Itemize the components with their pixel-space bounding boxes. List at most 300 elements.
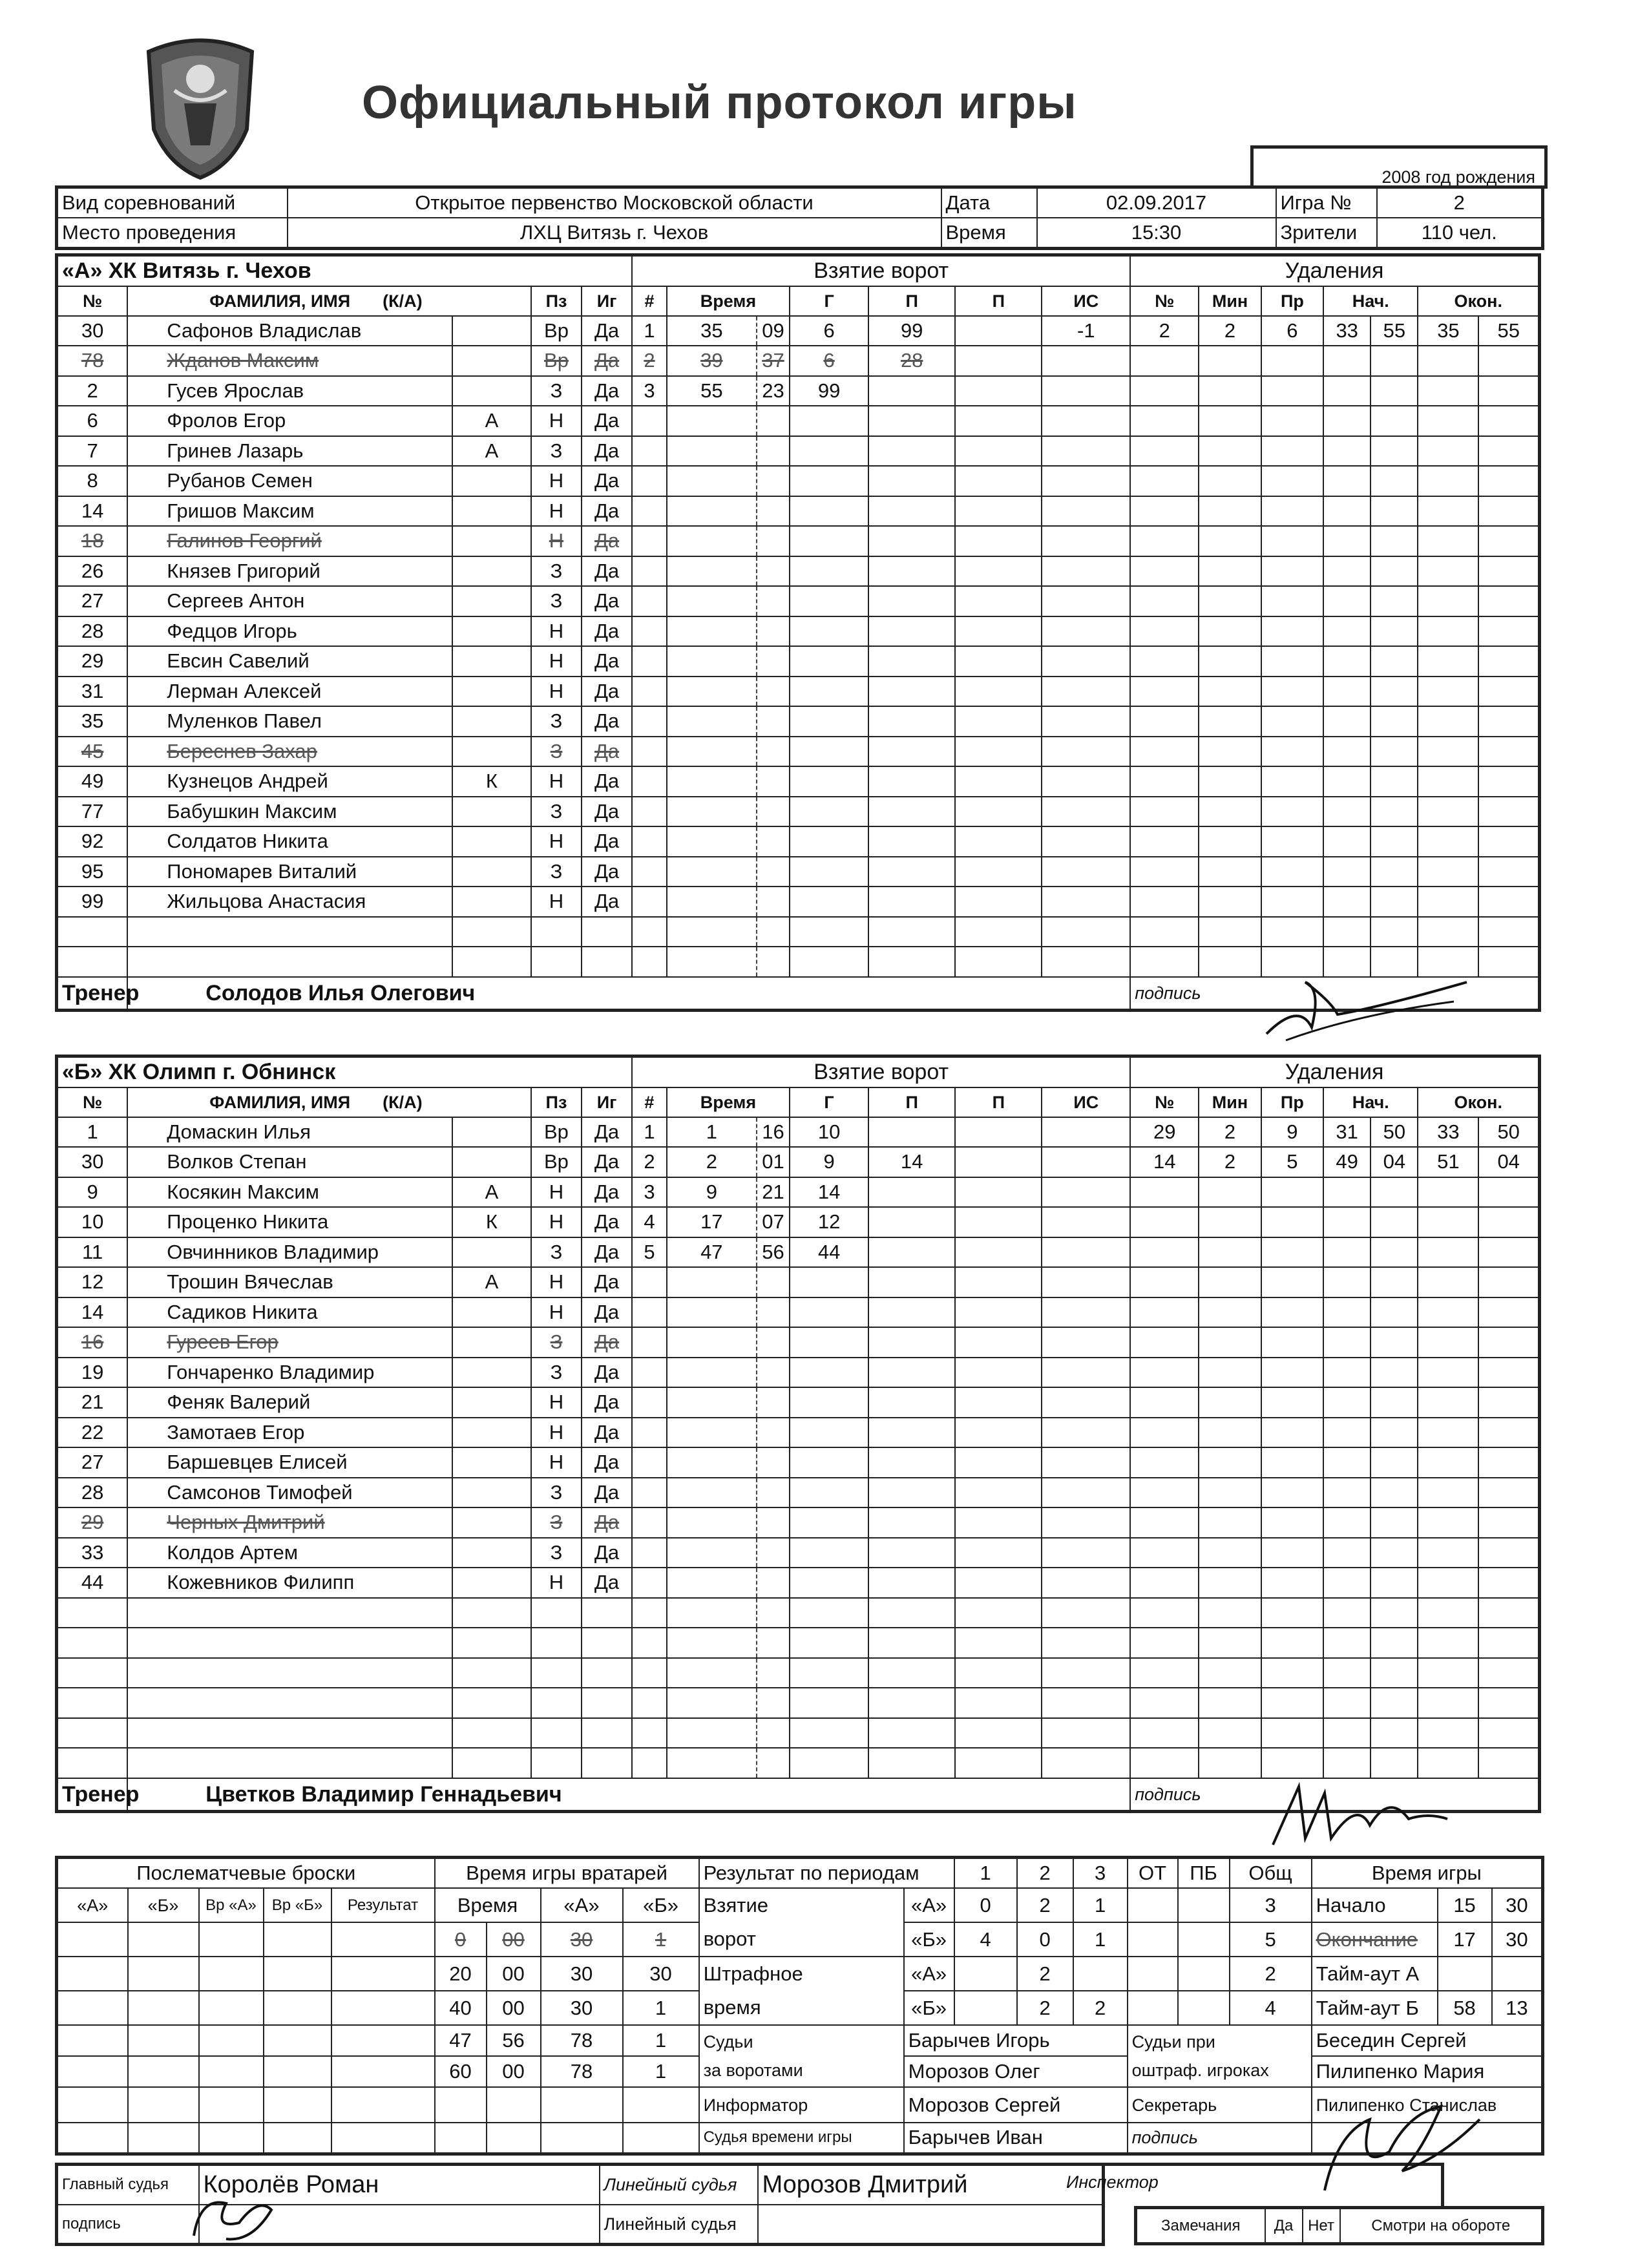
- team-b-col-is: ИС: [1042, 1087, 1130, 1117]
- penalty-start-sec: 04: [1371, 1147, 1418, 1177]
- player-number: 45: [57, 737, 128, 767]
- player-role: [452, 1358, 531, 1388]
- player-number: 35: [57, 706, 128, 737]
- goal-assist-1: [868, 1177, 955, 1208]
- player-name: Баршевцев Елисей: [127, 1447, 452, 1478]
- player-position: [531, 947, 582, 977]
- team-a-player-row: [57, 496, 1540, 527]
- player-played: Да: [582, 376, 632, 406]
- player-position: З: [531, 857, 582, 887]
- goal-minute: 47: [667, 1237, 757, 1268]
- goals-a-pb: [1178, 1888, 1230, 1922]
- team-a-col-end: Окон.: [1418, 286, 1539, 316]
- goals-team-b-label: «Б»: [904, 1922, 954, 1957]
- goal-scorer: 12: [790, 1207, 868, 1237]
- goal-judges-label: Судьи за воротами: [699, 2025, 904, 2087]
- penalty-minutes: 2: [1199, 1117, 1261, 1148]
- player-played: Да: [582, 556, 632, 587]
- player-position: З: [531, 556, 582, 587]
- team-b-player-row: [57, 1538, 1540, 1568]
- player-number: 78: [57, 346, 128, 376]
- player-role: [452, 737, 531, 767]
- player-role: [452, 556, 531, 587]
- main-referee-signature-label: подпись: [57, 2205, 199, 2245]
- period-header-total: Общ: [1230, 1858, 1312, 1889]
- player-role: [452, 1718, 531, 1748]
- team-b-col-min: Мин: [1199, 1087, 1261, 1117]
- player-position: [531, 1718, 582, 1748]
- player-role: [452, 1748, 531, 1778]
- player-position: З: [531, 1478, 582, 1508]
- player-position: Н: [531, 1447, 582, 1478]
- player-number: [57, 1688, 128, 1718]
- goalie-row-3-a: 30: [541, 1991, 623, 2025]
- player-role: А: [452, 406, 531, 436]
- player-role: [452, 646, 531, 677]
- period-header-ot: ОТ: [1128, 1858, 1178, 1889]
- player-number: 8: [57, 466, 128, 496]
- main-referee-signature: [187, 2184, 284, 2249]
- player-role: [452, 1568, 531, 1598]
- spectators-value: 110 чел.: [1377, 218, 1543, 249]
- timeout-b-m: 58: [1438, 1991, 1492, 2025]
- player-played: [582, 1628, 632, 1658]
- player-number: [57, 1658, 128, 1688]
- player-name: Сафонов Владислав: [127, 316, 452, 346]
- goalie-row-5-ss: 00: [487, 2056, 541, 2087]
- player-position: З: [531, 1538, 582, 1568]
- team-b-col-pr: Пр: [1261, 1087, 1323, 1117]
- player-name: [127, 947, 452, 977]
- player-number: 18: [57, 526, 128, 556]
- shootout-col-b: «Б»: [128, 1888, 199, 1922]
- player-number: [57, 1748, 128, 1778]
- team-b-player-row: [57, 1297, 1540, 1328]
- player-number: 19: [57, 1358, 128, 1388]
- player-role: [452, 1418, 531, 1448]
- secretary-value: Пилипенко Станислав: [1312, 2087, 1543, 2123]
- player-number: 95: [57, 857, 128, 887]
- goal-situation: -1: [1042, 316, 1130, 346]
- goal-minute: 9: [667, 1177, 757, 1208]
- player-role: К: [452, 766, 531, 797]
- pim-a-ot: [1128, 1957, 1178, 1991]
- player-role: [452, 826, 531, 857]
- player-name: Овчинников Владимир: [127, 1237, 452, 1268]
- player-number: 44: [57, 1568, 128, 1598]
- goal-number: 3: [632, 376, 667, 406]
- venue-value: ЛХЦ Витязь г. Чехов: [288, 218, 941, 249]
- goal-judge-1: Барычев Игорь: [904, 2025, 1128, 2056]
- player-position: З: [531, 737, 582, 767]
- player-played: Да: [582, 1177, 632, 1208]
- player-name: Федцов Игорь: [127, 616, 452, 647]
- pim-b-p3: 2: [1073, 1991, 1128, 2025]
- player-name: Садиков Никита: [127, 1297, 452, 1328]
- linesman-2-value: [758, 2205, 1104, 2245]
- coach-b-signature: [1260, 1774, 1454, 1858]
- player-number: 21: [57, 1387, 128, 1418]
- player-role: [452, 677, 531, 707]
- player-position: Н: [531, 616, 582, 647]
- player-number: 77: [57, 797, 128, 827]
- team-b-player-row: [57, 1568, 1540, 1598]
- player-played: [582, 947, 632, 977]
- team-a-col-p2: П: [955, 286, 1042, 316]
- player-number: 29: [57, 1507, 128, 1538]
- player-position: Н: [531, 1568, 582, 1598]
- player-number: 28: [57, 616, 128, 647]
- team-a-player-row: [57, 556, 1540, 587]
- team-b-col-end: Окон.: [1418, 1087, 1539, 1117]
- team-a-col-pen-num: №: [1130, 286, 1199, 316]
- goal-situation: [1042, 1207, 1130, 1237]
- goal-assist-2: [955, 376, 1042, 406]
- goals-a-p2: 2: [1017, 1888, 1073, 1922]
- goal-minute: 2: [667, 1147, 757, 1177]
- team-b-goals-section: Взятие ворот: [632, 1056, 1130, 1087]
- timeout-b-s: 13: [1492, 1991, 1543, 2025]
- player-played: [582, 917, 632, 947]
- header-table: [55, 185, 1544, 250]
- player-role: [452, 1628, 531, 1658]
- player-name: Князев Григорий: [127, 556, 452, 587]
- goal-situation: [1042, 346, 1130, 376]
- player-name: Рубанов Семен: [127, 466, 452, 496]
- team-b-player-row: [57, 1327, 1540, 1358]
- player-number: 1: [57, 1117, 128, 1148]
- goals-label: Взятие ворот: [699, 1888, 904, 1957]
- pim-a-p3: [1073, 1957, 1128, 1991]
- player-played: [582, 1598, 632, 1628]
- team-a-col-pr: Пр: [1261, 286, 1323, 316]
- team-b-player-row: [57, 1447, 1540, 1478]
- goals-a-p3: 1: [1073, 1888, 1128, 1922]
- penalty-end-min: 35: [1418, 316, 1478, 346]
- player-name: Лерман Алексей: [127, 677, 452, 707]
- player-position: Вр: [531, 1117, 582, 1148]
- player-position: [531, 1628, 582, 1658]
- team-a-table: [55, 253, 1541, 1012]
- penalty-start-min: 31: [1323, 1117, 1371, 1148]
- team-b-player-row: [57, 1387, 1540, 1418]
- goal-scorer: 10: [790, 1117, 868, 1148]
- goals-a-total: 3: [1230, 1888, 1312, 1922]
- player-number: 49: [57, 766, 128, 797]
- shootout-col-vra: Вр «А»: [199, 1888, 264, 1922]
- player-played: Да: [582, 797, 632, 827]
- team-b-player-row: [57, 1658, 1540, 1688]
- player-number: 9: [57, 1177, 128, 1208]
- player-position: [531, 1598, 582, 1628]
- player-position: Вр: [531, 316, 582, 346]
- player-name: Береснев Захар: [127, 737, 452, 767]
- player-name: [127, 1718, 452, 1748]
- penalty-minutes: 2: [1199, 1147, 1261, 1177]
- period-header-1: 1: [954, 1858, 1017, 1889]
- goalie-row-1-b: 1: [623, 1922, 699, 1957]
- player-number: 99: [57, 887, 128, 917]
- player-name: Евсин Савелий: [127, 646, 452, 677]
- goal-number: 1: [632, 1117, 667, 1148]
- team-a-coach-label: Тренер: [57, 977, 128, 1011]
- goal-number: 2: [632, 346, 667, 376]
- player-position: З: [531, 1507, 582, 1538]
- player-number: 27: [57, 1447, 128, 1478]
- player-number: 14: [57, 496, 128, 527]
- penalty-player: 14: [1130, 1147, 1199, 1177]
- team-a-title: «А» ХК Витязь г. Чехов: [57, 255, 633, 286]
- goal-number: 2: [632, 1147, 667, 1177]
- venue-label: Место проведения: [57, 218, 288, 249]
- player-number: 92: [57, 826, 128, 857]
- goal-assist-2: [955, 1237, 1042, 1268]
- goalie-row-4-a: 78: [541, 2025, 623, 2056]
- goal-assist-2: [955, 346, 1042, 376]
- team-a-col-time: Время: [667, 286, 790, 316]
- player-played: Да: [582, 1117, 632, 1148]
- informer-label: Информатор: [699, 2087, 904, 2123]
- player-name: Кузнецов Андрей: [127, 766, 452, 797]
- officials-signature-label: подпись: [1128, 2123, 1312, 2154]
- team-a-player-row: [57, 677, 1540, 707]
- goal-assist-2: [955, 316, 1042, 346]
- timeout-a-label: Тайм-аут А: [1312, 1957, 1438, 1991]
- player-played: Да: [582, 1447, 632, 1478]
- player-name: [127, 1658, 452, 1688]
- team-a-player-row: [57, 376, 1540, 406]
- remarks-label: Замечания: [1136, 2208, 1265, 2244]
- goalie-row-2-a: 30: [541, 1957, 623, 1991]
- player-name: Домаскин Илья: [127, 1117, 452, 1148]
- player-number: 22: [57, 1418, 128, 1448]
- player-role: [452, 706, 531, 737]
- goal-assist-1: [868, 1237, 955, 1268]
- player-played: [582, 1688, 632, 1718]
- player-role: [452, 376, 531, 406]
- goalie-row-2-ss: 00: [487, 1957, 541, 1991]
- remarks-no: Нет: [1303, 2208, 1340, 2244]
- team-a-player-row: [57, 797, 1540, 827]
- goal-assist-1: [868, 1117, 955, 1148]
- goal-scorer: 44: [790, 1237, 868, 1268]
- goal-situation: [1042, 1237, 1130, 1268]
- goal-second: 56: [757, 1237, 790, 1268]
- player-played: Да: [582, 526, 632, 556]
- goal-situation: [1042, 1147, 1130, 1177]
- page-title: Официальный протокол игры: [362, 77, 1077, 129]
- goals-b-pb: [1178, 1922, 1230, 1957]
- player-position: Н: [531, 887, 582, 917]
- goal-assist-1: [868, 376, 955, 406]
- pim-b-ot: [1128, 1991, 1178, 2025]
- player-role: [452, 1447, 531, 1478]
- pim-a-p1: [954, 1957, 1017, 1991]
- team-a-player-row: [57, 917, 1540, 947]
- birth-year-box: [1250, 145, 1548, 189]
- player-played: Да: [582, 586, 632, 616]
- goal-second: 21: [757, 1177, 790, 1208]
- player-name: Фролов Егор: [127, 406, 452, 436]
- player-played: [582, 1718, 632, 1748]
- penalty-player: 29: [1130, 1117, 1199, 1148]
- player-played: Да: [582, 766, 632, 797]
- goalie-row-2-mm: 20: [435, 1957, 487, 1991]
- player-name: [127, 1748, 452, 1778]
- goal-minute: 17: [667, 1207, 757, 1237]
- player-played: Да: [582, 1387, 632, 1418]
- player-role: [452, 797, 531, 827]
- player-name: Гусев Ярослав: [127, 376, 452, 406]
- player-role: [452, 1327, 531, 1358]
- goal-minute: 35: [667, 316, 757, 346]
- player-position: Н: [531, 1177, 582, 1208]
- main-referee-value: Королёв Роман: [199, 2165, 600, 2205]
- team-a-player-row: [57, 586, 1540, 616]
- player-position: З: [531, 376, 582, 406]
- period-header-3: 3: [1073, 1858, 1128, 1889]
- start-m: 30: [1492, 1888, 1543, 1922]
- player-played: [582, 1658, 632, 1688]
- team-a-player-row: [57, 616, 1540, 647]
- goalie-col-time: Время: [435, 1888, 541, 1922]
- penalty-judge-1: Беседин Сергей: [1312, 2025, 1543, 2056]
- player-played: Да: [582, 857, 632, 887]
- team-b-coach-label: Тренер: [57, 1778, 128, 1812]
- goal-second: 37: [757, 346, 790, 376]
- player-role: [452, 1598, 531, 1628]
- team-b-col-p2: П: [955, 1087, 1042, 1117]
- end-label: Окончание: [1312, 1922, 1438, 1957]
- player-played: Да: [582, 1147, 632, 1177]
- player-position: З: [531, 706, 582, 737]
- penalty-judge-2: Пилипенко Мария: [1312, 2056, 1543, 2087]
- goalie-row-3-b: 1: [623, 1991, 699, 2025]
- remarks-table: [1134, 2206, 1544, 2245]
- team-a-col-min: Мин: [1199, 286, 1261, 316]
- player-name: Сергеев Антон: [127, 586, 452, 616]
- competition-label: Вид соревнований: [57, 187, 288, 218]
- inspector-label: Инспектор: [1066, 2172, 1159, 2192]
- player-name: Феняк Валерий: [127, 1387, 452, 1418]
- informer-value: Морозов Сергей: [904, 2087, 1128, 2123]
- secretary-label: Секретарь: [1128, 2087, 1312, 2123]
- goal-situation: [1042, 376, 1130, 406]
- shootout-col-vrb: Вр «Б»: [264, 1888, 331, 1922]
- team-b-col-start: Нач.: [1323, 1087, 1418, 1117]
- goalie-row-3-ss: 00: [487, 1991, 541, 2025]
- player-position: Вр: [531, 1147, 582, 1177]
- player-name: Жданов Максим: [127, 346, 452, 376]
- pim-b-p1: [954, 1991, 1017, 2025]
- player-position: [531, 1688, 582, 1718]
- goal-second: 09: [757, 316, 790, 346]
- player-role: [452, 1688, 531, 1718]
- player-played: Да: [582, 346, 632, 376]
- goalie-row-5-b: 1: [623, 2056, 699, 2087]
- player-number: 6: [57, 406, 128, 436]
- shootout-title: Послематчевые броски: [57, 1858, 435, 1889]
- player-number: 29: [57, 646, 128, 677]
- player-name: Трошин Вячеслав: [127, 1267, 452, 1297]
- player-played: Да: [582, 1358, 632, 1388]
- player-number: 31: [57, 677, 128, 707]
- pim-a-total: 2: [1230, 1957, 1312, 1991]
- period-results-title: Результат по периодам: [699, 1858, 954, 1889]
- penalty-end-min: 33: [1418, 1117, 1478, 1148]
- goal-second: 01: [757, 1147, 790, 1177]
- player-role: [452, 887, 531, 917]
- player-played: Да: [582, 406, 632, 436]
- player-role: [452, 1658, 531, 1688]
- goal-number: 4: [632, 1207, 667, 1237]
- team-b-coach-name: Цветков Владимир Геннадьевич: [127, 1778, 1130, 1812]
- player-number: [57, 1628, 128, 1658]
- player-played: Да: [582, 496, 632, 527]
- team-b-col-pen-num: №: [1130, 1087, 1199, 1117]
- team-b-title: «Б» ХК Олимп г. Обнинск: [57, 1056, 633, 1087]
- goals-b-ot: [1128, 1922, 1178, 1957]
- goal-minute: 39: [667, 346, 757, 376]
- player-played: Да: [582, 1207, 632, 1237]
- player-name: Проценко Никита: [127, 1207, 452, 1237]
- goals-a-p1: 0: [954, 1888, 1017, 1922]
- player-position: Н: [531, 1207, 582, 1237]
- team-b-col-name: ФАМИЛИЯ, ИМЯ (К/А): [127, 1087, 531, 1117]
- player-played: Да: [582, 1237, 632, 1268]
- timekeeper-label: Судья времени игры: [699, 2123, 904, 2154]
- goal-assist-2: [955, 1117, 1042, 1148]
- pim-b-p2: 2: [1017, 1991, 1073, 2025]
- team-a-player-row: [57, 316, 1540, 346]
- player-number: 26: [57, 556, 128, 587]
- player-number: 11: [57, 1237, 128, 1268]
- player-position: Н: [531, 406, 582, 436]
- team-b-col-g: Г: [790, 1087, 868, 1117]
- player-position: З: [531, 586, 582, 616]
- player-number: 14: [57, 1297, 128, 1328]
- player-role: [452, 947, 531, 977]
- player-role: [452, 1387, 531, 1418]
- player-played: Да: [582, 436, 632, 467]
- team-b-player-row: [57, 1237, 1540, 1268]
- penalty-minutes: 2: [1199, 316, 1261, 346]
- goalie-col-b: «Б»: [623, 1888, 699, 1922]
- player-name: Бабушкин Максим: [127, 797, 452, 827]
- team-a-signature-label: подпись: [1130, 977, 1539, 1011]
- goalie-row-4-mm: 47: [435, 2025, 487, 2056]
- player-role: [452, 586, 531, 616]
- team-b-col-num: №: [57, 1087, 128, 1117]
- player-number: 10: [57, 1207, 128, 1237]
- player-name: Замотаев Егор: [127, 1418, 452, 1448]
- game-value: 2: [1377, 187, 1543, 218]
- team-a-player-row: [57, 766, 1540, 797]
- team-a-col-start: Нач.: [1323, 286, 1418, 316]
- player-number: 30: [57, 316, 128, 346]
- goal-assist-1: [868, 1207, 955, 1237]
- end-h: 17: [1438, 1922, 1492, 1957]
- shootout-col-a: «А»: [57, 1888, 128, 1922]
- player-played: Да: [582, 706, 632, 737]
- start-label: Начало: [1312, 1888, 1438, 1922]
- pim-a-p2: 2: [1017, 1957, 1073, 1991]
- game-label: Игра №: [1276, 187, 1377, 218]
- player-number: 16: [57, 1327, 128, 1358]
- team-b-player-row: [57, 1358, 1540, 1388]
- player-position: [531, 917, 582, 947]
- player-role: А: [452, 1177, 531, 1208]
